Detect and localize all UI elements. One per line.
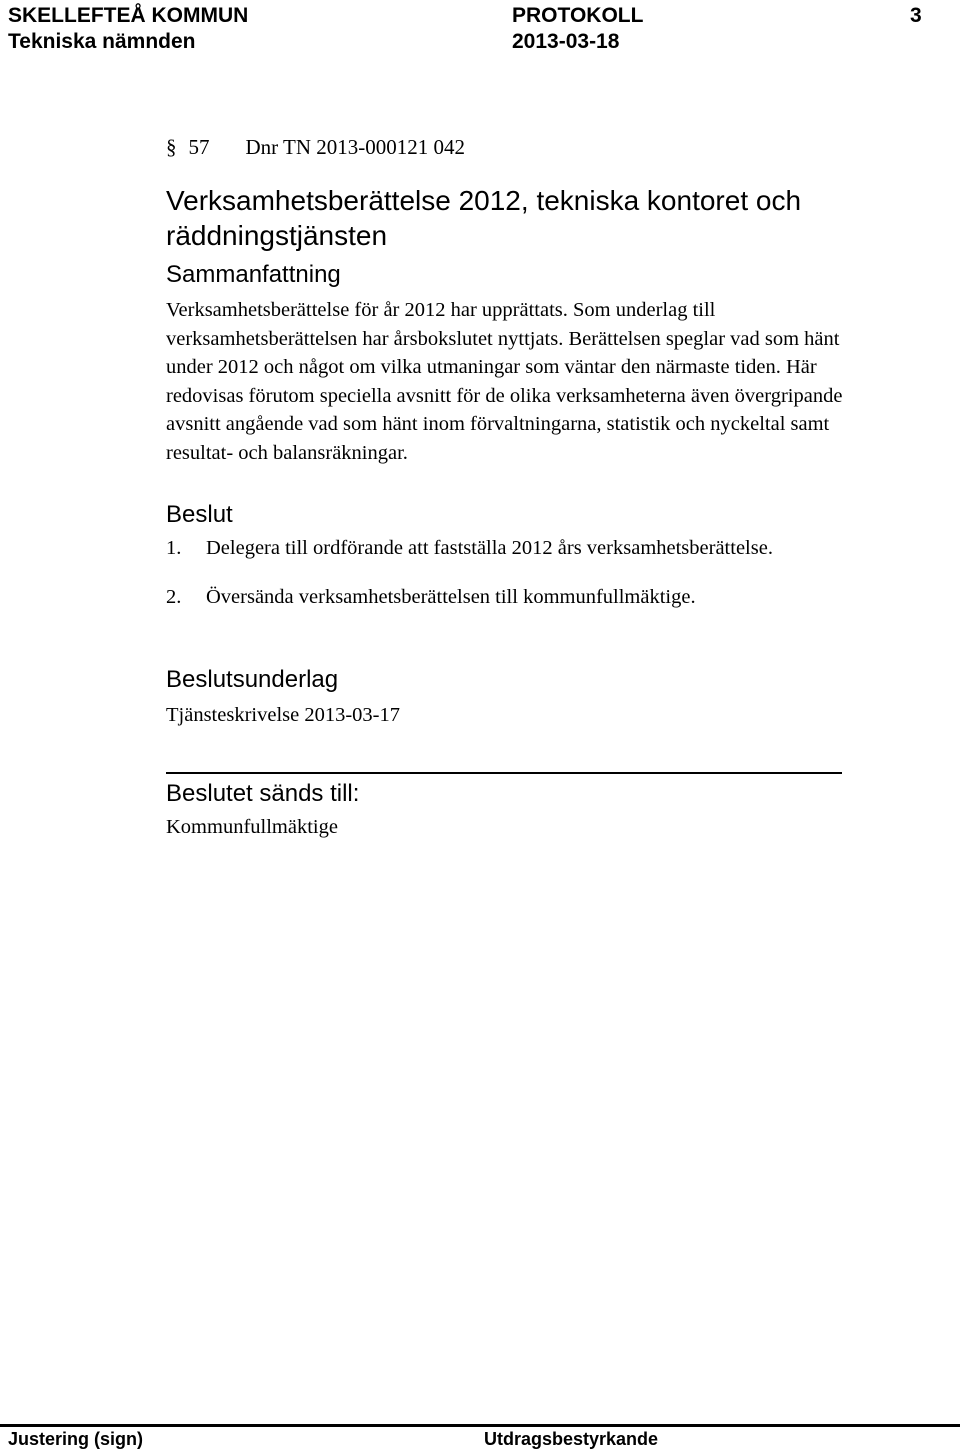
page-title: Verksamhetsberättelse 2012, tekniska kontoret och räddningstjänsten xyxy=(166,185,802,251)
paragraph-reference xyxy=(166,134,465,160)
decision-item-text: Delegera till ordförande att fastställa 2012 års verksamhetsberättelse. xyxy=(206,537,773,559)
document-type: PROTOKOLL xyxy=(512,4,644,27)
footer-justification-label: Justering (sign) xyxy=(8,1429,144,1449)
paragraph-number: 57 xyxy=(188,135,210,159)
sent-to-heading: Beslutet sänds till: xyxy=(166,780,360,807)
decision-heading: Beslut xyxy=(166,501,233,528)
page-number: 3 xyxy=(910,4,922,27)
footer-line xyxy=(0,1424,960,1427)
decision-item-text: Översända verksamhetsberättelsen till kommunfullmäktige. xyxy=(206,586,696,608)
section-divider xyxy=(166,772,842,774)
summary-heading: Sammanfattning xyxy=(166,261,341,288)
registry-number: Dnr TN 2013-000121 042 xyxy=(245,135,466,159)
organization-name: SKELLEFTEÅ KOMMUN xyxy=(8,4,249,27)
committee-name: Tekniska nämnden xyxy=(8,30,196,53)
decision-item xyxy=(166,535,773,561)
decision-item-number: 2. xyxy=(166,586,182,608)
section-symbol: § xyxy=(166,135,177,159)
meeting-date: 2013-03-18 xyxy=(512,30,620,53)
basis-heading: Beslutsunderlag xyxy=(166,666,339,693)
footer-certification-label: Utdragsbestyrkande xyxy=(484,1429,659,1449)
decision-item-number: 1. xyxy=(166,537,182,559)
sent-to-text: Kommunfullmäktige xyxy=(166,816,338,838)
basis-text: Tjänsteskrivelse 2013-03-17 xyxy=(166,704,400,726)
decision-item xyxy=(166,584,696,610)
summary-text: Verksamhetsberättelse för år 2012 har upprättats. Som underlag till verksamhetsberättelsen har årsbokslutet nyttjats. Berättelsen speglar vad som hänt under 2012 och något om vilka utmaningar som väntar den närmaste tiden. Här redovisas förutom speciella avsnitt för de olika verksamheterna även övergripande avsnitt angående vad som hänt inom förvaltningarna, statistik och nyckeltal samt resultat- och balansräkningar. xyxy=(166,299,843,464)
